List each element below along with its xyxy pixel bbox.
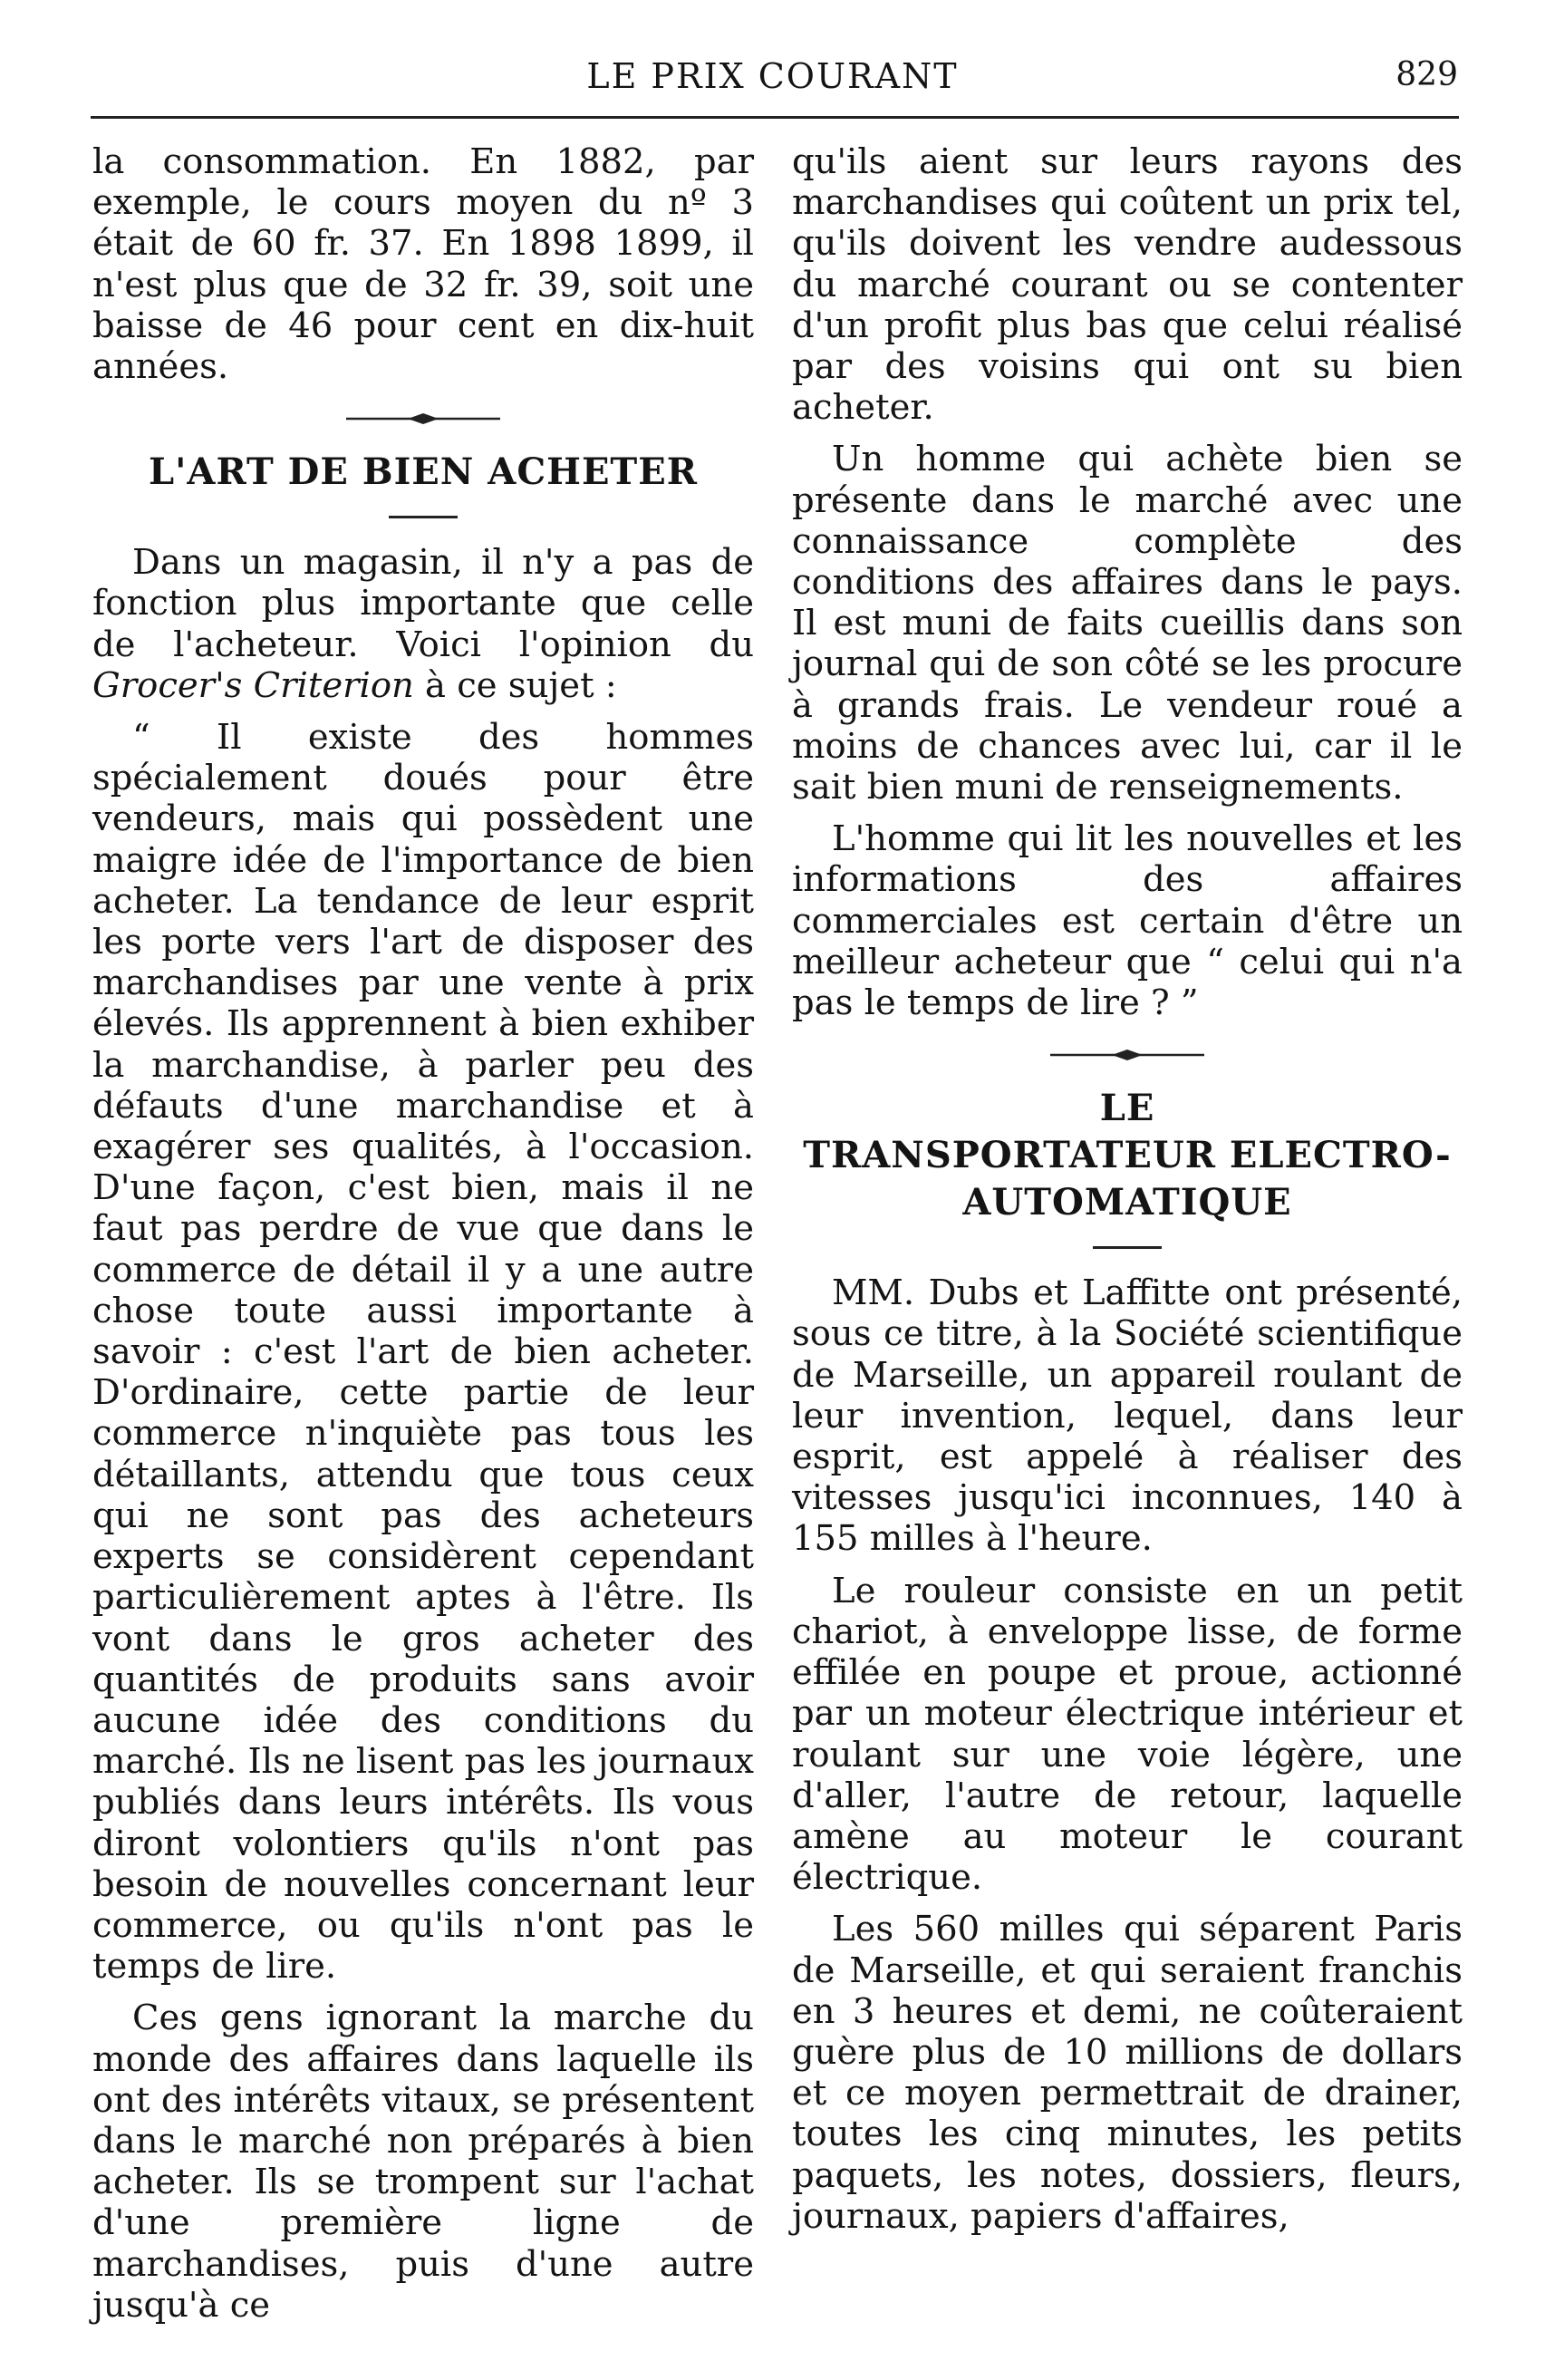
paragraph: Le rouleur consiste en un petit chariot, à enveloppe lisse, de forme effilée en poupe et proue, actionné par un moteur électrique intérieur et roulant sur une voie légère, une d'aller, l'autre de retour, laquelle amène au moteur le courant électrique. <box>792 1570 1463 1899</box>
paragraph-text: à ce sujet : <box>413 664 617 706</box>
page-number: 829 <box>1395 56 1458 93</box>
paragraph-text: Dans un magasin, il n'y a pas de fonction plus importante que celle de l'acheteur. Voici l'opinion du <box>92 542 754 665</box>
title-line: AUTOMATIQUE <box>962 1181 1292 1224</box>
ornament-divider-icon <box>1050 1049 1204 1061</box>
publication-title: Grocer's Criterion <box>92 664 414 706</box>
quoted-paragraph: “ Il existe des hommes spécialement doués pour être vendeurs, mais qui possèdent une maigre idée de l'importance de bien acheter. La tendance de leur esprit les porte vers l'art de disposer des marchandises par une vente à prix élevés. Ils apprennent à bien exhiber la marchandise, à parler peu des défauts d'une marchandise et à exagérer ses qualités, à l'occasion. D'une façon, c'est bien, mais il ne faut pas perdre de vue que dans le commerce de détail il y a une autre chose toute aussi importante à savoir : c'est l'art de bien acheter. D'ordinaire, cette partie de leur commerce n'inquiète pas tous les détaillants, attendu que tous ceux qui ne sont pas des acheteurs experts se considèrent cependant particulièrement aptes à l'être. Ils vont dans le gros acheter des quantités de produits sans avoir aucune idée des conditions du marché. Ils ne lisent pas les journaux publiés dans leurs intérêts. Ils vous diront volontiers qu'ils n'ont pas besoin de nouvelles concernant leur commerce, ou qu'ils n'ont pas le temps de lire. <box>92 717 754 1988</box>
article-title-transportateur <box>792 1085 1463 1226</box>
title-rule <box>389 516 458 518</box>
title-line: LE <box>1099 1087 1155 1130</box>
title-rule <box>1093 1246 1162 1249</box>
intro-paragraph: la consommation. En 1882, par exemple, le cours moyen du nº 3 était de 60 fr. 37. En 1898 1899, il n'est plus que de 32 fr. 39, soit une baisse de 46 pour cent en dix-huit années. <box>92 141 754 388</box>
ornament-divider-icon <box>346 412 500 425</box>
title-line: TRANSPORTATEUR ELECTRO- <box>803 1134 1452 1177</box>
right-column <box>792 141 1463 2248</box>
paragraph <box>92 542 754 706</box>
left-column <box>92 141 754 2336</box>
paragraph: L'homme qui lit les nouvelles et les informations des affaires commerciales est certain d'être un meilleur acheteur que “ celui qui n'a pas le temps de lire ? ” <box>792 818 1463 1024</box>
paragraph: Les 560 milles qui séparent Paris de Marseille, et qui seraient franchis en 3 heures et demi, ne coûteraient guère plus de 10 millions de dollars et ce moyen permettrait de drainer, toutes les cinq minutes, les petits paquets, les notes, dossiers, fleurs, journaux, papiers d'affaires, <box>792 1909 1463 2237</box>
continued-paragraph: qu'ils aient sur leurs rayons des marchandises qui coûtent un prix tel, qu'ils doivent les vendre audessous du marché courant ou se contenter d'un profit plus bas que celui réalisé par des voisins qui ont su bien acheter. <box>792 141 1463 429</box>
paragraph: MM. Dubs et Laffitte ont présenté, sous ce titre, à la Société scientifique de Marseille, un appareil roulant de leur invention, lequel, dans leur esprit, est appelé à réaliser des vitesses jusqu'ici inconnues, 140 à 155 milles à l'heure. <box>792 1272 1463 1560</box>
header-rule <box>91 116 1459 119</box>
running-head <box>0 56 1545 102</box>
paragraph: Ces gens ignorant la marche du monde des affaires dans laquelle ils ont des intérêts vitaux, se présentent dans le marché non préparés à bien acheter. Ils se trompent sur l'achat d'une première ligne de marchandises, puis d'une autre jusqu'à ce <box>92 1998 754 2326</box>
article-title-art-de-bien-acheter: L'ART DE BIEN ACHETER <box>149 450 698 494</box>
running-title: LE PRIX COURANT <box>586 56 959 96</box>
paragraph: Un homme qui achète bien se présente dans le marché avec une connaissance complète des conditions des affaires dans le pays. Il est muni de faits cueillis dans son journal qui de son côté se les procure à grands frais. Le vendeur roué a moins de chances avec lui, car il le sait bien muni de renseignements. <box>792 439 1463 808</box>
